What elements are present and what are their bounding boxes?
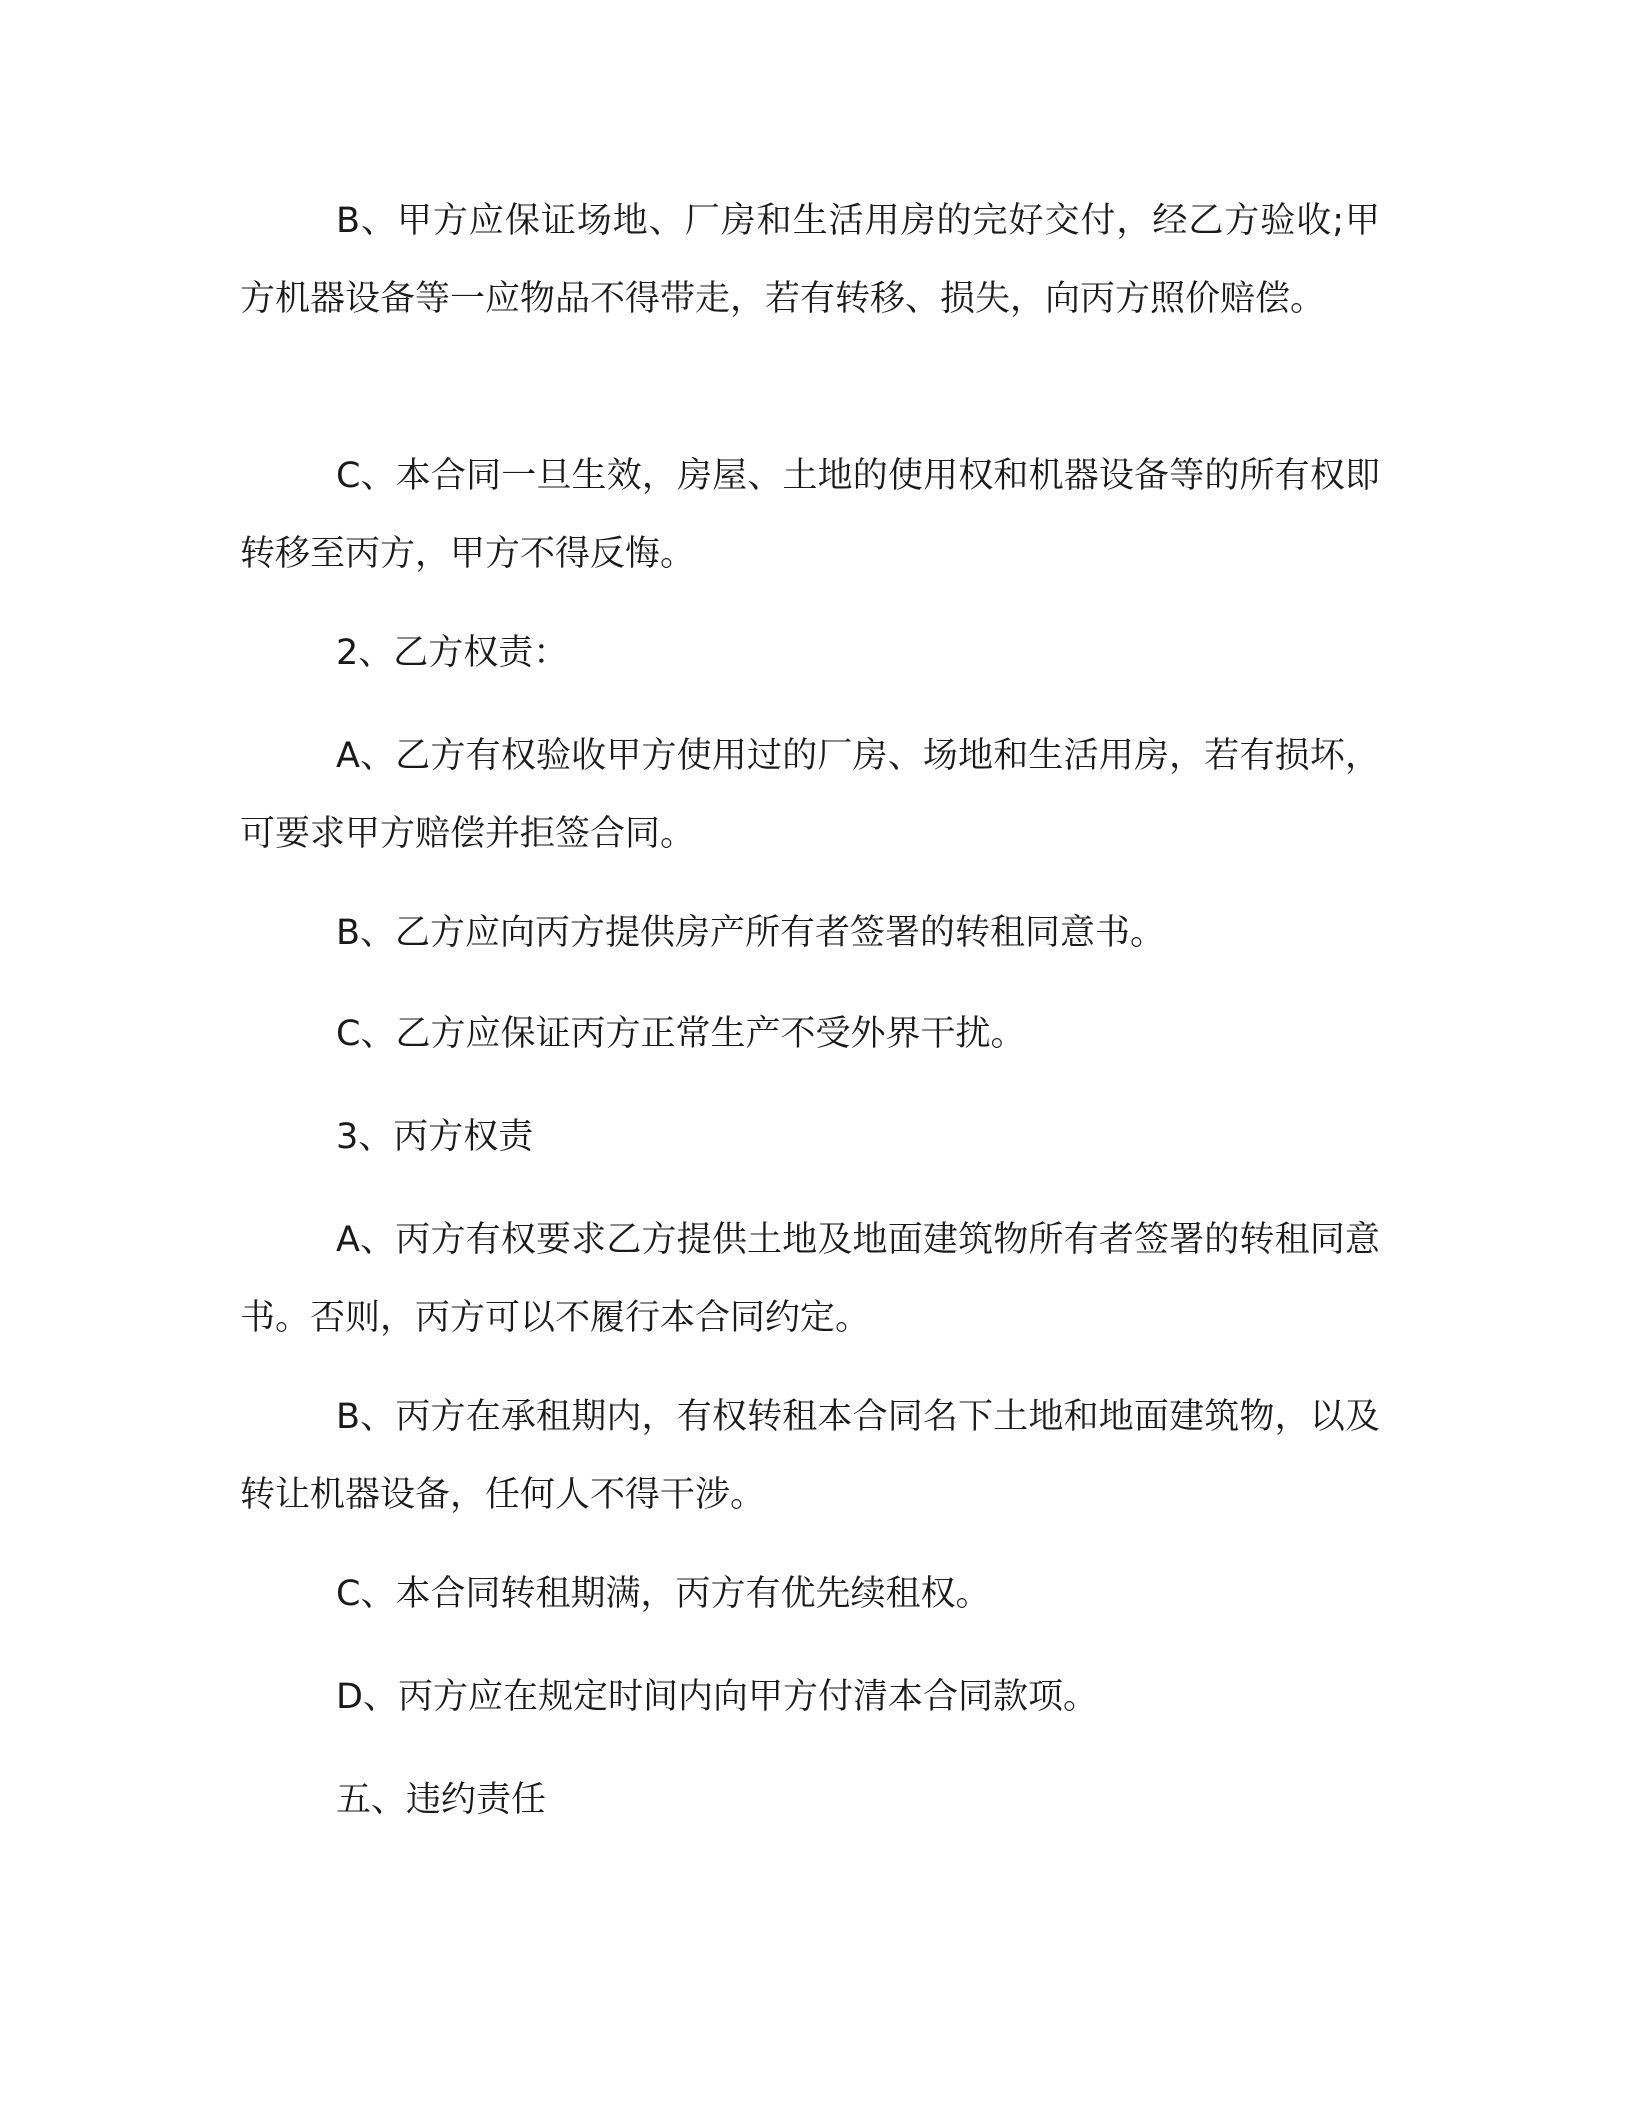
paragraph-contract-effect: C、本合同一旦生效，房屋、土地的使用权和机器设备等的所有权即转移至丙方，甲方不得反悔。 [240,456,1380,574]
heading-party-c-rights: 3、丙方权责 [336,1117,534,1157]
paragraph-party-b-inspection: A、乙方有权验收甲方使用过的厂房、场地和生活用房，若有损坏，可要求甲方赔偿并拒签合同。 [240,736,1380,854]
paragraph-party-b-guarantee: C、乙方应保证丙方正常生产不受外界干扰。 [336,1014,1026,1054]
heading-party-b-rights: 2、乙方权责： [336,633,569,673]
heading-breach-liability: 五、违约责任 [336,1780,547,1820]
paragraph-party-c-sublease: B、丙方在承租期内，有权转租本合同名下土地和地面建筑物，以及转让机器设备，任何人不得干涉。 [240,1397,1380,1515]
paragraph-party-b-consent: B、乙方应向丙方提供房产所有者签署的转租同意书。 [336,913,1166,953]
paragraph-party-c-payment: D、丙方应在规定时间内向甲方付清本合同款项。 [336,1677,1098,1717]
paragraph-party-c-renewal: C、本合同转租期满，丙方有优先续租权。 [336,1574,991,1614]
paragraph-party-c-consent-request: A、丙方有权要求乙方提供土地及地面建筑物所有者签署的转租同意书。否则，丙方可以不履行本合同约定。 [240,1220,1380,1338]
paragraph-party-a-delivery: B、甲方应保证场地、厂房和生活用房的完好交付，经乙方验收;甲方机器设备等一应物品不得带走，若有转移、损失，向丙方照价赔偿。 [240,201,1380,319]
